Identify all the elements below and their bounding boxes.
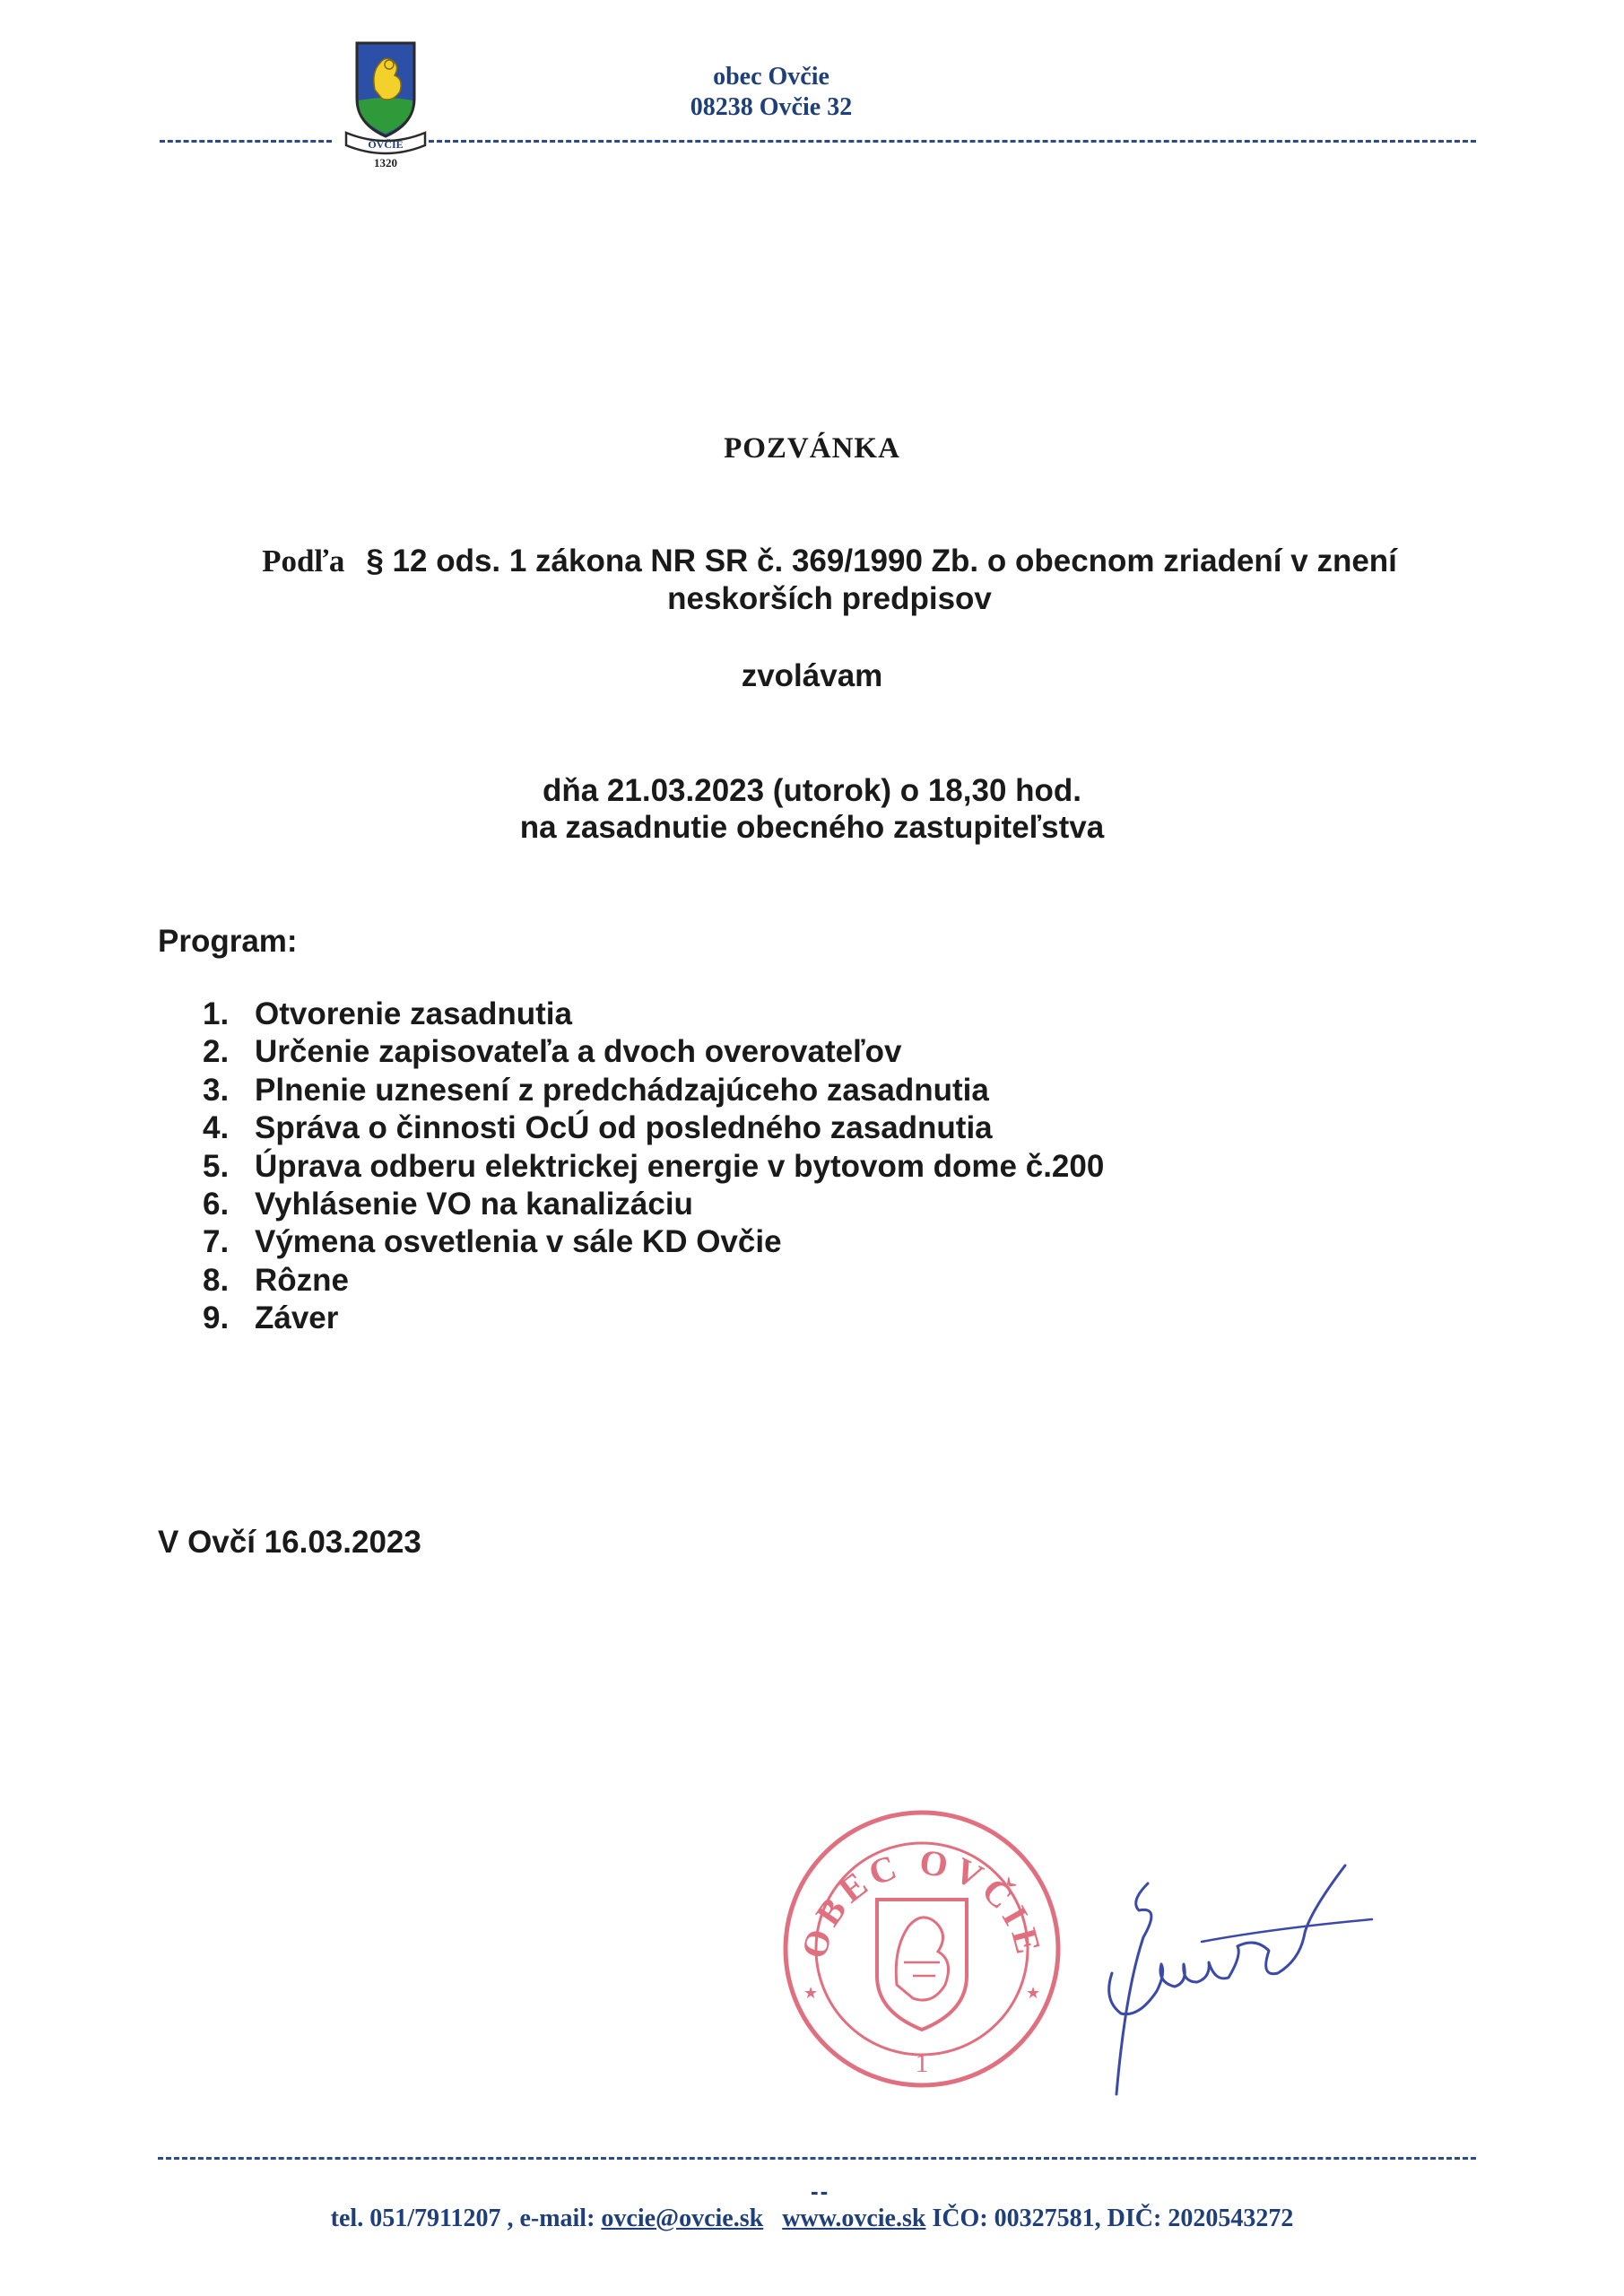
footer-divider	[158, 2157, 1476, 2160]
official-stamp	[778, 1792, 1065, 2106]
agenda-item-text: Výmena osvetlenia v sále KD Ovčie	[255, 1224, 782, 1260]
stamp-number: 1	[915, 2048, 929, 2078]
agenda-item	[203, 1300, 1104, 1337]
svg-text:★: ★	[803, 1984, 819, 2003]
agenda-item-text: Otvorenie zasadnutia	[255, 996, 572, 1031]
header-divider-left	[160, 140, 332, 143]
footer-ids: IČO: 00327581, DIČ: 2020543272	[925, 2205, 1294, 2232]
legal-basis-text: § 12 ods. 1 zákona NR SR č. 369/1990 Zb. o obecnom zriadení v znení neskorších predpisov	[366, 544, 1397, 616]
agenda-item-number: 7.	[203, 1224, 230, 1260]
crest-year: 1320	[374, 156, 397, 170]
meeting-date: dňa 21.03.2023 (utorok) o 18,30 hod.	[542, 773, 1082, 808]
agenda-item	[203, 1148, 1104, 1186]
agenda-item	[203, 1186, 1104, 1223]
signature	[1076, 1857, 1381, 2099]
coat-of-arms-logo	[341, 36, 430, 170]
convene-statement: zvolávam	[741, 658, 883, 693]
agenda-item-text: Plnenie uznesení z predchádzajúceho zasadnutia	[255, 1072, 989, 1108]
agenda-item-number: 9.	[203, 1300, 230, 1336]
agenda-item	[203, 1262, 1104, 1300]
footer-phone: tel. 051/7911207 , e-mail:	[330, 2205, 602, 2232]
footer-divider-tail: --	[811, 2178, 830, 2205]
stamp-text: OBEC OVČIE	[793, 1841, 1051, 1963]
agenda-item-text: Rôzne	[255, 1262, 349, 1298]
municipality-name: obec Ovčie	[713, 63, 829, 91]
footer-email-link[interactable]: ovcie@ovcie.sk	[601, 2205, 764, 2232]
agenda-item-number: 4.	[203, 1110, 230, 1146]
agenda-item-number: 5.	[203, 1148, 230, 1184]
agenda-item	[203, 1033, 1104, 1071]
municipality-address: 08238 Ovčie 32	[690, 93, 853, 121]
agenda-item-text: Určenie zapisovateľa a dvoch overovateľov	[255, 1034, 902, 1070]
footer-website-link[interactable]: www.ovcie.sk	[782, 2205, 926, 2232]
agenda-item-number: 6.	[203, 1186, 230, 1222]
legal-basis-lead: Podľa	[262, 544, 345, 578]
agenda-item	[203, 1223, 1104, 1261]
crest-banner-text: OVČIE	[368, 138, 404, 151]
agenda-item-number: 2.	[203, 1034, 230, 1070]
agenda-list	[203, 996, 1104, 1338]
agenda-item-text: Vyhlásenie VO na kanalizáciu	[255, 1186, 693, 1222]
agenda-item-number: 8.	[203, 1262, 230, 1298]
agenda-item-text: Úprava odberu elektrickej energie v bytovom dome č.200	[255, 1148, 1105, 1184]
agenda-item	[203, 1109, 1104, 1147]
agenda-item	[203, 1072, 1104, 1109]
agenda-item-text: Správa o činnosti OcÚ od posledného zasadnutia	[255, 1110, 993, 1146]
agenda-item-number: 3.	[203, 1072, 230, 1108]
document-title: POZVÁNKA	[724, 432, 900, 465]
header-divider-right	[429, 140, 1476, 143]
svg-text:OBEC OVČIE	[794, 1841, 1051, 1962]
program-heading: Program:	[158, 924, 298, 959]
agenda-item-number: 1.	[203, 996, 230, 1031]
legal-basis-paragraph	[215, 543, 1444, 618]
place-and-date: V Ovčí 16.03.2023	[158, 1525, 421, 1560]
agenda-item	[203, 996, 1104, 1033]
meeting-purpose: na zasadnutie obecného zastupiteľstva	[519, 810, 1105, 845]
footer-contact	[0, 2205, 1624, 2233]
svg-text:★: ★	[1026, 1984, 1041, 2003]
agenda-item-text: Záver	[255, 1300, 339, 1336]
